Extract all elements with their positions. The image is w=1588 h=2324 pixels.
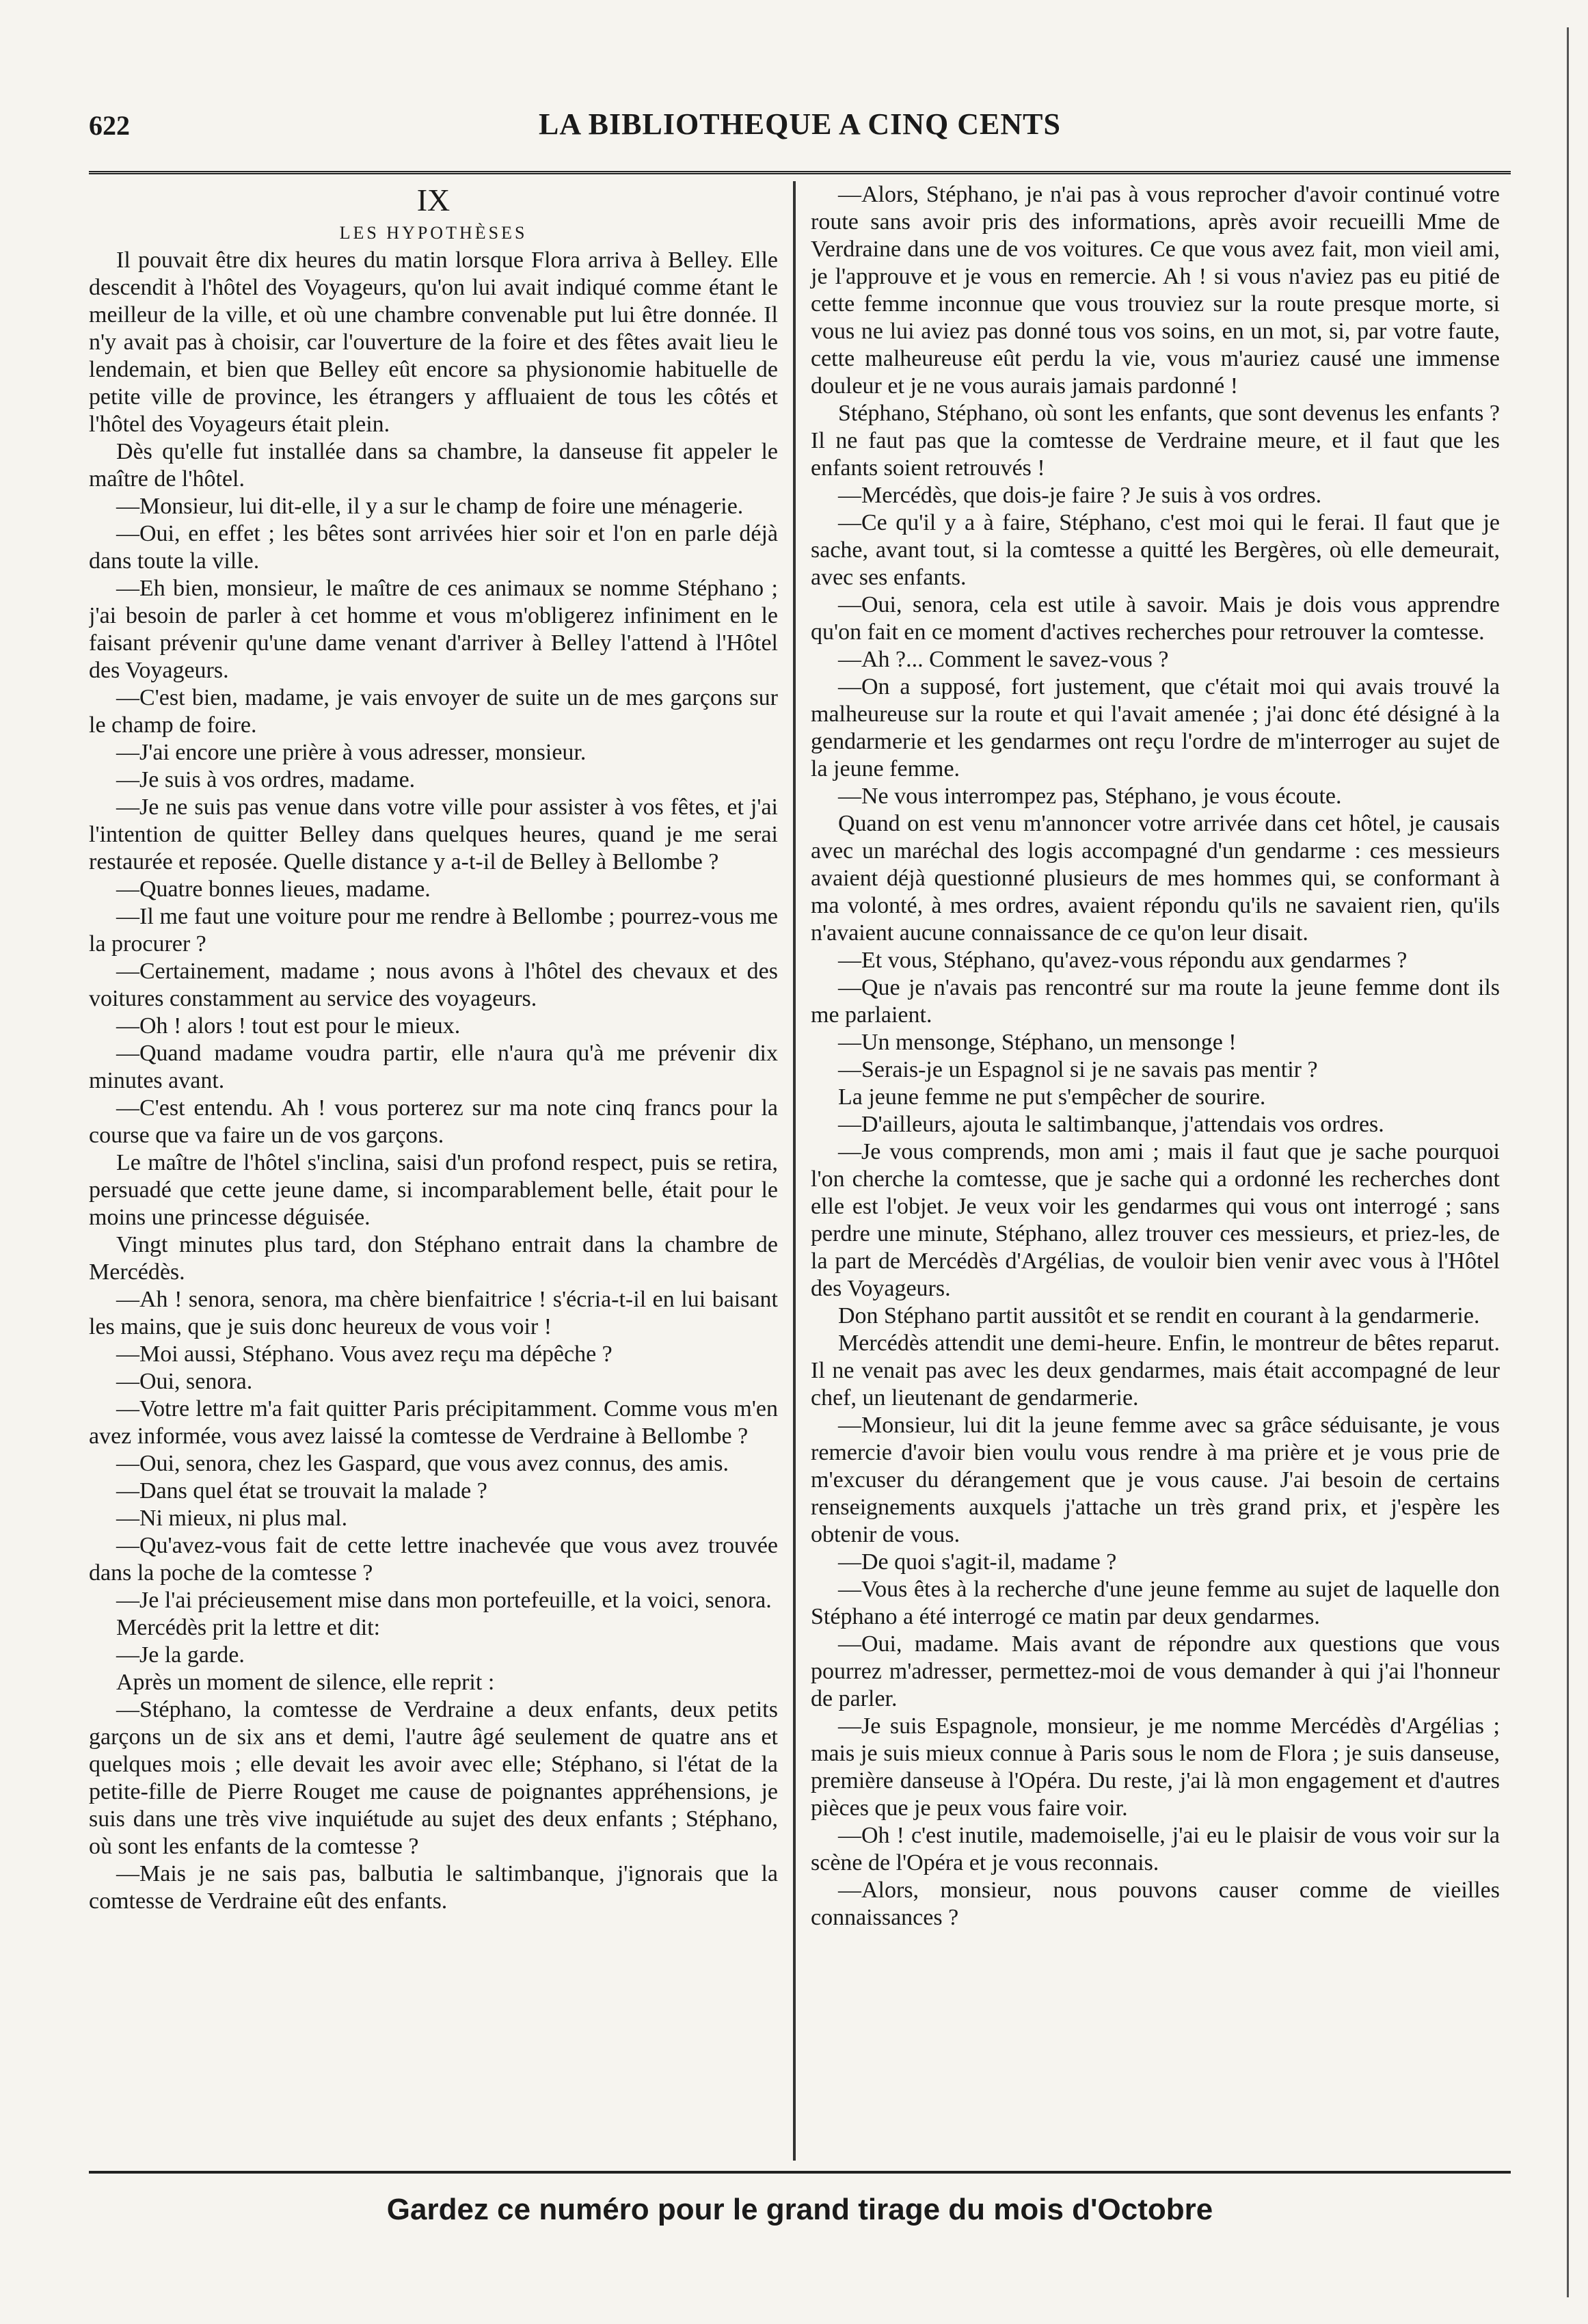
paragraph: —Mercédès, que dois-je faire ? Je suis à vos ordres. xyxy=(838,483,1322,508)
paragraph: —Ce qu'il y a à faire, Stéphano, c'est moi qui le ferai. Il faut que je sache, avant tout, si la comtesse a quitté les Bergères, où elle demeurait, avec ses enfants. xyxy=(811,510,1500,590)
newspaper-page xyxy=(89,96,1511,2270)
paragraph: Mercédès prit la lettre et dit: xyxy=(116,1615,381,1640)
paragraph: —Oui, en effet ; les bêtes sont arrivées hier soir et l'on en parle déjà dans toute la ville. xyxy=(89,521,778,574)
paragraph: —Qu'avez-vous fait de cette lettre inachevée que vous avez trouvée dans la poche de la comtesse ? xyxy=(89,1533,778,1586)
paragraph: —Votre lettre m'a fait quitter Paris précipitamment. Comme vous m'en avez informée, vous avez laissé la comtesse de Verdraine à Bellombe ? xyxy=(89,1396,778,1449)
paragraph: —Certainement, madame ; nous avons à l'hôtel des chevaux et des voitures constamment au service des voyageurs. xyxy=(89,959,778,1011)
paragraph: —Alors, monsieur, nous pouvons causer comme de vieilles connaissances ? xyxy=(811,1878,1500,1930)
paragraph: —Ah ?... Comment le savez-vous ? xyxy=(838,647,1169,672)
paragraph: —Eh bien, monsieur, le maître de ces animaux se nomme Stéphano ; j'ai besoin de parler à cet homme et vous m'obligerez infiniment en le faisant prévenir qu'une dame venant d'arriver à Belley l'attend à l'Hôtel des Voyageurs. xyxy=(89,576,778,683)
paragraph: —Ah ! senora, senora, ma chère bienfaitrice ! s'écria-t-il en lui baisant les mains, que je suis donc heureux de vous voir ! xyxy=(89,1287,778,1339)
paragraph: —Oh ! c'est inutile, mademoiselle, j'ai eu le plaisir de vous voir sur la scène de l'Opéra et je vous reconnais. xyxy=(811,1823,1500,1875)
paragraph: —Je suis à vos ordres, madame. xyxy=(116,767,416,792)
paragraph: —Je suis Espagnole, monsieur, je me nomme Mercédès d'Argélias ; mais je suis mieux connue à Paris sous le nom de Flora ; je suis danseuse, première danseuse à l'Opéra. Du reste, j'ai là mon engagement et d'autres pièces que je peux vous faire voir. xyxy=(811,1713,1500,1821)
paragraph: —Oui, senora, cela est utile à savoir. Mais je dois vous apprendre qu'on fait en ce moment d'actives recherches pour retrouver la comtesse. xyxy=(811,592,1500,645)
paragraph: Stéphano, Stéphano, où sont les enfants, que sont devenus les enfants ? Il ne faut pas que la comtesse de Verdraine meure, et il faut que les enfants soient retrouvés ! xyxy=(811,401,1500,481)
paragraph: —D'ailleurs, ajouta le saltimbanque, j'attendais vos ordres. xyxy=(838,1112,1384,1137)
paragraph: —Je vous comprends, mon ami ; mais il faut que je sache pourquoi l'on cherche la comtesse, que je sache qui a ordonné les recherches dont elle est l'objet. Je veux voir les gendarmes qui vous ont interrogé ; sans perdre une minute, Stéphano, allez trouver ces messieurs, et priez-les, de la part de Mercédès d'Argélias, de vouloir bien venir avec vous à l'Hôtel des Voyageurs. xyxy=(811,1139,1500,1301)
paragraph: —Je l'ai précieusement mise dans mon portefeuille, et la voici, senora. xyxy=(116,1588,772,1613)
left-column xyxy=(89,181,793,2161)
paragraph: —Je la garde. xyxy=(116,1642,245,1668)
right-column xyxy=(796,181,1500,2161)
paragraph: —Vous êtes à la recherche d'une jeune femme au sujet de laquelle don Stéphano a été interrogé ce matin par deux gendarmes. xyxy=(811,1577,1500,1629)
paragraph: —Il me faut une voiture pour me rendre à Bellombe ; pourrez-vous me la procurer ? xyxy=(89,904,778,957)
paragraph: —Quatre bonnes lieues, madame. xyxy=(116,877,431,902)
paragraph: Quand on est venu m'annoncer votre arrivée dans cet hôtel, je causais avec un maréchal des logis accompagné d'un gendarme : ces messieurs avaient déjà questionné plusieurs de mes hommes qui, se conformant à ma volonté, à mes ordres, avaient répondu qu'ils ne savaient rien, qu'ils n'avaient aucune connaissance de ce qu'on leur disait. xyxy=(811,811,1500,946)
paragraph: Le maître de l'hôtel s'inclina, saisi d'un profond respect, puis se retira, persuadé que cette jeune dame, si incomparablement belle, était pour le moins une princesse déguisée. xyxy=(89,1150,778,1230)
paragraph: Il pouvait être dix heures du matin lorsque Flora arriva à Belley. Elle descendit à l'hôtel des Voyageurs, qu'on lui avait indiqué comme étant le meilleur de la ville, et où une chambre convenable put lui être donnée. Il n'y avait pas à choisir, car l'ouverture de la foire et des fêtes avait lieu le lendemain, et bien que Belley eût encore sa physionomie habituelle de petite ville de province, les étrangers y affluaient de tous les côtés et l'hôtel des Voyageurs était plein. xyxy=(89,248,778,437)
paragraph: —Oui, senora. xyxy=(116,1369,253,1394)
paragraph: —Un mensonge, Stéphano, un mensonge ! xyxy=(838,1030,1237,1055)
paragraph: —De quoi s'agit-il, madame ? xyxy=(838,1549,1117,1575)
paragraph: —Oh ! alors ! tout est pour le mieux. xyxy=(116,1013,461,1039)
paragraph: —C'est entendu. Ah ! vous porterez sur ma note cinq francs pour la course que va faire un de vos garçons. xyxy=(89,1095,778,1148)
paragraph: —Ni mieux, ni plus mal. xyxy=(116,1506,348,1531)
page-number: 622 xyxy=(89,110,130,141)
paragraph: —Monsieur, lui dit la jeune femme avec sa grâce séduisante, je vous remercie d'avoir bien voulu vous rendre à ma prière et je vous prie de m'excuser du dérangement que je vous cause. J'ai besoin de certains renseignements auxquels j'attache un très grand prix, et j'espère les obtenir de vous. xyxy=(811,1413,1500,1547)
paragraph: —Dans quel état se trouvait la malade ? xyxy=(116,1478,487,1504)
paragraph: —Que je n'avais pas rencontré sur ma route la jeune femme dont ils me parlaient. xyxy=(811,975,1500,1028)
paragraph: —Et vous, Stéphano, qu'avez-vous répondu aux gendarmes ? xyxy=(838,948,1408,973)
paragraph: Vingt minutes plus tard, don Stéphano entrait dans la chambre de Mercédès. xyxy=(89,1232,778,1285)
paragraph: Après un moment de silence, elle reprit : xyxy=(116,1670,495,1695)
page-edge-line xyxy=(1567,27,1569,2297)
paragraph: Dès qu'elle fut installée dans sa chambre, la danseuse fit appeler le maître de l'hôtel. xyxy=(89,439,778,492)
paragraph: —Quand madame voudra partir, elle n'aura qu'à me prévenir dix minutes avant. xyxy=(89,1041,778,1093)
paragraph: —On a supposé, fort justement, que c'était moi qui avais trouvé la malheureuse sur la route et qui l'avait amenée ; j'ai donc été désigné à la gendarmerie et les gendarmes ont reçu l'ordre de m'interroger au sujet de la jeune femme. xyxy=(811,674,1500,782)
paragraph: —Stéphano, la comtesse de Verdraine a deux enfants, deux petits garçons un de six ans et demi, l'autre âgé seulement de quatre ans et quelques mois ; elle devait les avoir avec elle; Stéphano, si l'état de la petite-fille de Pierre Rouget me cause de poignantes appréhensions, je suis dans une très vive inquiétude au sujet des deux enfants ; Stéphano, où sont les enfants de la comtesse ? xyxy=(89,1697,778,1859)
paragraph: —Serais-je un Espagnol si je ne savais pas mentir ? xyxy=(838,1057,1318,1082)
paragraph: —Moi aussi, Stéphano. Vous avez reçu ma dépêche ? xyxy=(116,1341,613,1367)
paragraph: —Monsieur, lui dit-elle, il y a sur le champ de foire une ménagerie. xyxy=(116,494,744,519)
paragraph: —Alors, Stéphano, je n'ai pas à vous reprocher d'avoir continué votre route sans avoir pris des informations, après avoir recueilli Mme de Verdraine dans une de vos voitures. Ce que vous avez fait, mon vieil ami, je l'approuve et je vous en remercie. Ah ! si vous n'aviez pas eu pitié de cette femme inconnue que vous trouviez sur la route presque morte, si vous ne lui aviez pas donné tous vos soins, en un mot, si, par votre faute, cette malheureuse eût perdu la vie, vous m'auriez causé une immense douleur et je ne vous aurais jamais pardonné ! xyxy=(811,182,1500,399)
page-header xyxy=(89,96,1511,174)
paragraph: —Oui, madame. Mais avant de répondre aux questions que vous pourrez m'adresser, permettez-moi de vous demander à qui j'ai l'honneur de parler. xyxy=(811,1631,1500,1711)
paragraph: —Je ne suis pas venue dans votre ville pour assister à vos fêtes, et j'ai l'intention de quitter Belley dans quelques heures, quand je me serai restaurée et reposée. Quelle distance y a-t-il de Belley à Bellombe ? xyxy=(89,794,778,874)
paragraph: Mercédès attendit une demi-heure. Enfin, le montreur de bêtes reparut. Il ne venait pas avec les deux gendarmes, mais était accompagné de leur chef, un lieutenant de gendarmerie. xyxy=(811,1331,1500,1411)
chapter-number: IX xyxy=(416,183,450,217)
paragraph: —Ne vous interrompez pas, Stéphano, je vous écoute. xyxy=(838,784,1342,809)
text-columns xyxy=(89,181,1511,2161)
footer-banner: Gardez ce numéro pour le grand tirage du mois d'Octobre xyxy=(89,2171,1511,2227)
paragraph: —J'ai encore une prière à vous adresser, monsieur. xyxy=(116,740,587,765)
paragraph: —Oui, senora, chez les Gaspard, que vous avez connus, des amis. xyxy=(116,1451,729,1476)
running-title: LA BIBLIOTHEQUE A CINQ CENTS xyxy=(538,107,1061,141)
paragraph: Don Stéphano partit aussitôt et se rendit en courant à la gendarmerie. xyxy=(838,1303,1480,1328)
chapter-title: LES HYPOTHÈSES xyxy=(339,223,528,243)
paragraph: —C'est bien, madame, je vais envoyer de suite un de mes garçons sur le champ de foire. xyxy=(89,685,778,738)
paragraph: La jeune femme ne put s'empêcher de sourire. xyxy=(838,1084,1266,1110)
paragraph: —Mais je ne sais pas, balbutia le saltimbanque, j'ignorais que la comtesse de Verdraine eût des enfants. xyxy=(89,1861,778,1914)
